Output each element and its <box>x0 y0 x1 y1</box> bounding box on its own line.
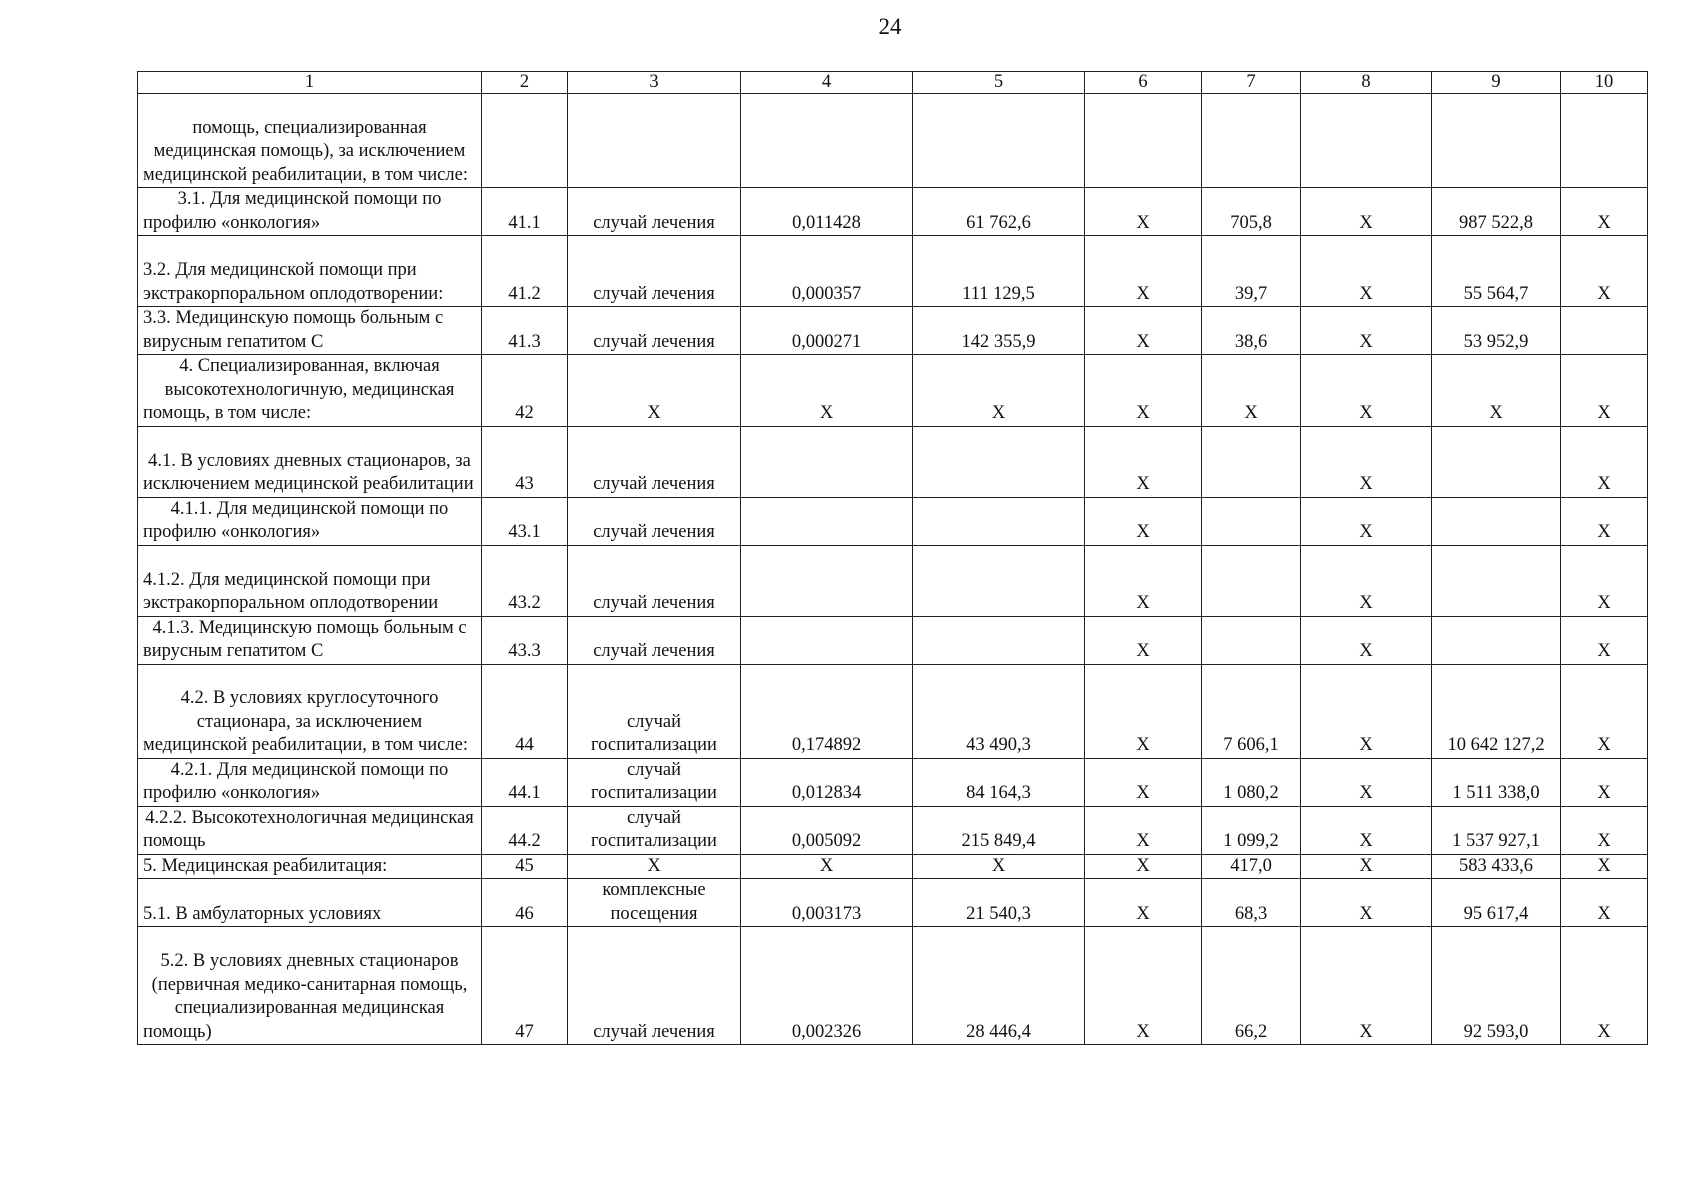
table-cell: X <box>1085 236 1202 307</box>
table-cell: случай лечения <box>568 188 741 236</box>
row-label: 3.3. Медицинскую помощь больным с вирусным гепатитом С <box>138 307 482 355</box>
table-cell: 0,000357 <box>741 236 913 307</box>
table-cell: X <box>1301 927 1432 1045</box>
row-label: 4.1.3. Медицинскую помощь больным с вирусным гепатитом С <box>138 616 482 664</box>
table-cell <box>741 94 913 188</box>
table-cell: X <box>1561 927 1648 1045</box>
table-cell <box>1432 497 1561 545</box>
table-cell: X <box>1085 426 1202 497</box>
column-header: 3 <box>568 72 741 94</box>
table-cell: случай лечения <box>568 426 741 497</box>
table-cell: 66,2 <box>1202 927 1301 1045</box>
table-cell: 61 762,6 <box>913 188 1085 236</box>
row-label: 4.1. В условиях дневных стационаров, за исключением медицинской реабилитации <box>138 426 482 497</box>
table-cell: X <box>1561 355 1648 427</box>
table-cell: X <box>568 355 741 427</box>
table-cell: X <box>1301 355 1432 427</box>
table-cell: X <box>1561 426 1648 497</box>
table-cell <box>913 616 1085 664</box>
table-cell: 10 642 127,2 <box>1432 664 1561 758</box>
row-label: 4.2.1. Для медицинской помощи по профилю «онкология» <box>138 758 482 806</box>
table-cell <box>913 497 1085 545</box>
column-header: 4 <box>741 72 913 94</box>
table-cell: 55 564,7 <box>1432 236 1561 307</box>
table-cell <box>1432 94 1561 188</box>
row-label: 3.1. Для медицинской помощи по профилю «онкология» <box>138 188 482 236</box>
row-label: 4.2. В условиях круглосуточного стационара, за исключением медицинской реабилитации, в том числе: <box>138 664 482 758</box>
table-cell: X <box>1561 545 1648 616</box>
table-row <box>138 355 1648 427</box>
table-cell: 53 952,9 <box>1432 307 1561 355</box>
table-row <box>138 664 1648 758</box>
table-cell <box>913 545 1085 616</box>
table-cell: 84 164,3 <box>913 758 1085 806</box>
table-cell: комплексные посещения <box>568 879 741 927</box>
table-cell: 583 433,6 <box>1432 854 1561 879</box>
table-row <box>138 758 1648 806</box>
table-cell: 0,002326 <box>741 927 913 1045</box>
table-cell: X <box>741 854 913 879</box>
table-cell <box>741 497 913 545</box>
table-cell: 0,003173 <box>741 879 913 927</box>
table-cell: X <box>1085 307 1202 355</box>
table-cell <box>1202 616 1301 664</box>
table-cell: 987 522,8 <box>1432 188 1561 236</box>
table-cell: случай лечения <box>568 927 741 1045</box>
column-header: 7 <box>1202 72 1301 94</box>
table-row <box>138 94 1648 188</box>
table-cell: X <box>568 854 741 879</box>
table-cell <box>1561 94 1648 188</box>
table-cell: X <box>1085 854 1202 879</box>
table-cell: 111 129,5 <box>913 236 1085 307</box>
table-cell: случай лечения <box>568 307 741 355</box>
table-cell: X <box>1561 236 1648 307</box>
table-cell: X <box>913 355 1085 427</box>
table-row <box>138 616 1648 664</box>
column-header: 8 <box>1301 72 1432 94</box>
table-cell: 0,005092 <box>741 806 913 854</box>
table-cell: X <box>1561 188 1648 236</box>
table-cell: X <box>1085 497 1202 545</box>
table-cell: 43 490,3 <box>913 664 1085 758</box>
table-row <box>138 236 1648 307</box>
table-cell: 41.2 <box>482 236 568 307</box>
table-cell <box>913 94 1085 188</box>
table-cell: X <box>1301 879 1432 927</box>
table-cell: 44.2 <box>482 806 568 854</box>
table-cell: 7 606,1 <box>1202 664 1301 758</box>
table-cell: X <box>1561 616 1648 664</box>
table-cell: X <box>1202 355 1301 427</box>
table-cell: 142 355,9 <box>913 307 1085 355</box>
table-row <box>138 854 1648 879</box>
table-cell: 28 446,4 <box>913 927 1085 1045</box>
table-cell: X <box>1085 879 1202 927</box>
table-row <box>138 545 1648 616</box>
row-label: 5.2. В условиях дневных стационаров (первичная медико-санитарная помощь, специализированная медицинская помощь) <box>138 927 482 1045</box>
table-cell: X <box>1301 664 1432 758</box>
table-cell: X <box>1561 806 1648 854</box>
table-cell: 1 099,2 <box>1202 806 1301 854</box>
table-cell <box>913 426 1085 497</box>
table-cell <box>1432 426 1561 497</box>
table-cell: X <box>1301 426 1432 497</box>
table-cell: X <box>1085 927 1202 1045</box>
table-cell: 45 <box>482 854 568 879</box>
table-cell <box>741 426 913 497</box>
table-cell: X <box>1561 497 1648 545</box>
table-cell: случай госпитализации <box>568 664 741 758</box>
table-cell <box>1202 426 1301 497</box>
table-cell: 68,3 <box>1202 879 1301 927</box>
table-cell: случай лечения <box>568 236 741 307</box>
table-cell: X <box>1301 806 1432 854</box>
table-cell <box>482 94 568 188</box>
table-cell: 43.2 <box>482 545 568 616</box>
table-cell: 41.1 <box>482 188 568 236</box>
table-cell: 1 080,2 <box>1202 758 1301 806</box>
column-header: 9 <box>1432 72 1561 94</box>
table-cell: 44 <box>482 664 568 758</box>
table-cell: 38,6 <box>1202 307 1301 355</box>
table-cell: 21 540,3 <box>913 879 1085 927</box>
table-cell: 1 511 338,0 <box>1432 758 1561 806</box>
column-header: 10 <box>1561 72 1648 94</box>
medical-care-volume-table <box>137 71 1648 1045</box>
table-cell: случай госпитализации <box>568 806 741 854</box>
table-cell: X <box>913 854 1085 879</box>
table-cell: 42 <box>482 355 568 427</box>
table-cell <box>568 94 741 188</box>
table-cell: 417,0 <box>1202 854 1301 879</box>
table-cell: 44.1 <box>482 758 568 806</box>
table-cell: X <box>1085 545 1202 616</box>
table-cell <box>1202 497 1301 545</box>
table-cell: X <box>1301 236 1432 307</box>
table-cell <box>1432 616 1561 664</box>
table-cell: X <box>1432 355 1561 427</box>
table-cell <box>1432 545 1561 616</box>
table-cell: X <box>1561 664 1648 758</box>
table-cell: X <box>1301 497 1432 545</box>
table-cell: X <box>1085 616 1202 664</box>
column-header: 2 <box>482 72 568 94</box>
row-label: 4. Специализированная, включая высокотехнологичную, медицинская помощь, в том числе: <box>138 355 482 427</box>
table-cell: X <box>1085 806 1202 854</box>
table-cell <box>741 545 913 616</box>
table-cell <box>1085 94 1202 188</box>
table-cell: X <box>1301 545 1432 616</box>
table-row <box>138 307 1648 355</box>
table-cell: 705,8 <box>1202 188 1301 236</box>
table-cell: X <box>1085 188 1202 236</box>
table-cell <box>741 616 913 664</box>
table-cell <box>1202 94 1301 188</box>
table-cell: X <box>1301 854 1432 879</box>
table-cell <box>1202 545 1301 616</box>
row-label: 4.1.2. Для медицинской помощи при экстракорпоральном оплодотворении <box>138 545 482 616</box>
table-row <box>138 806 1648 854</box>
table-cell: 92 593,0 <box>1432 927 1561 1045</box>
table-cell: случай госпитализации <box>568 758 741 806</box>
table-cell: 0,000271 <box>741 307 913 355</box>
table-row <box>138 426 1648 497</box>
row-label: 4.1.1. Для медицинской помощи по профилю «онкология» <box>138 497 482 545</box>
table-cell: 1 537 927,1 <box>1432 806 1561 854</box>
table-cell: X <box>741 355 913 427</box>
table-row <box>138 188 1648 236</box>
table-cell: X <box>1301 758 1432 806</box>
table-cell: X <box>1301 188 1432 236</box>
table-cell: 41.3 <box>482 307 568 355</box>
column-header: 6 <box>1085 72 1202 94</box>
table-cell: случай лечения <box>568 545 741 616</box>
page-number: 24 <box>878 14 902 39</box>
table-cell: X <box>1085 355 1202 427</box>
table-cell: случай лечения <box>568 616 741 664</box>
table-cell: 43 <box>482 426 568 497</box>
table-cell: 215 849,4 <box>913 806 1085 854</box>
table-cell: 46 <box>482 879 568 927</box>
table-cell <box>1301 94 1432 188</box>
row-label: 5.1. В амбулаторных условиях <box>138 879 482 927</box>
row-label: 5. Медицинская реабилитация: <box>138 854 482 879</box>
row-label: 4.2.2. Высокотехнологичная медицинская помощь <box>138 806 482 854</box>
table-cell: 43.3 <box>482 616 568 664</box>
table-cell: 39,7 <box>1202 236 1301 307</box>
table-cell <box>1561 307 1648 355</box>
table-cell: X <box>1301 307 1432 355</box>
table-cell: 0,012834 <box>741 758 913 806</box>
table-cell: X <box>1561 758 1648 806</box>
table-cell: 47 <box>482 927 568 1045</box>
row-label: 3.2. Для медицинской помощи при экстракорпоральном оплодотворении: <box>138 236 482 307</box>
table-cell: 0,011428 <box>741 188 913 236</box>
table-cell: X <box>1085 758 1202 806</box>
table-row <box>138 927 1648 1045</box>
column-header: 1 <box>138 72 482 94</box>
table-row <box>138 497 1648 545</box>
table-cell: 0,174892 <box>741 664 913 758</box>
table-cell: X <box>1561 879 1648 927</box>
table-row <box>138 879 1648 927</box>
table-cell: X <box>1085 664 1202 758</box>
table-cell: 95 617,4 <box>1432 879 1561 927</box>
row-label: помощь, специализированная медицинская помощь), за исключением медицинской реабилитации, в том числе: <box>138 94 482 188</box>
column-header: 5 <box>913 72 1085 94</box>
table-cell: 43.1 <box>482 497 568 545</box>
table-cell: случай лечения <box>568 497 741 545</box>
table-cell: X <box>1561 854 1648 879</box>
column-number-row <box>138 72 1648 94</box>
table-cell: X <box>1301 616 1432 664</box>
